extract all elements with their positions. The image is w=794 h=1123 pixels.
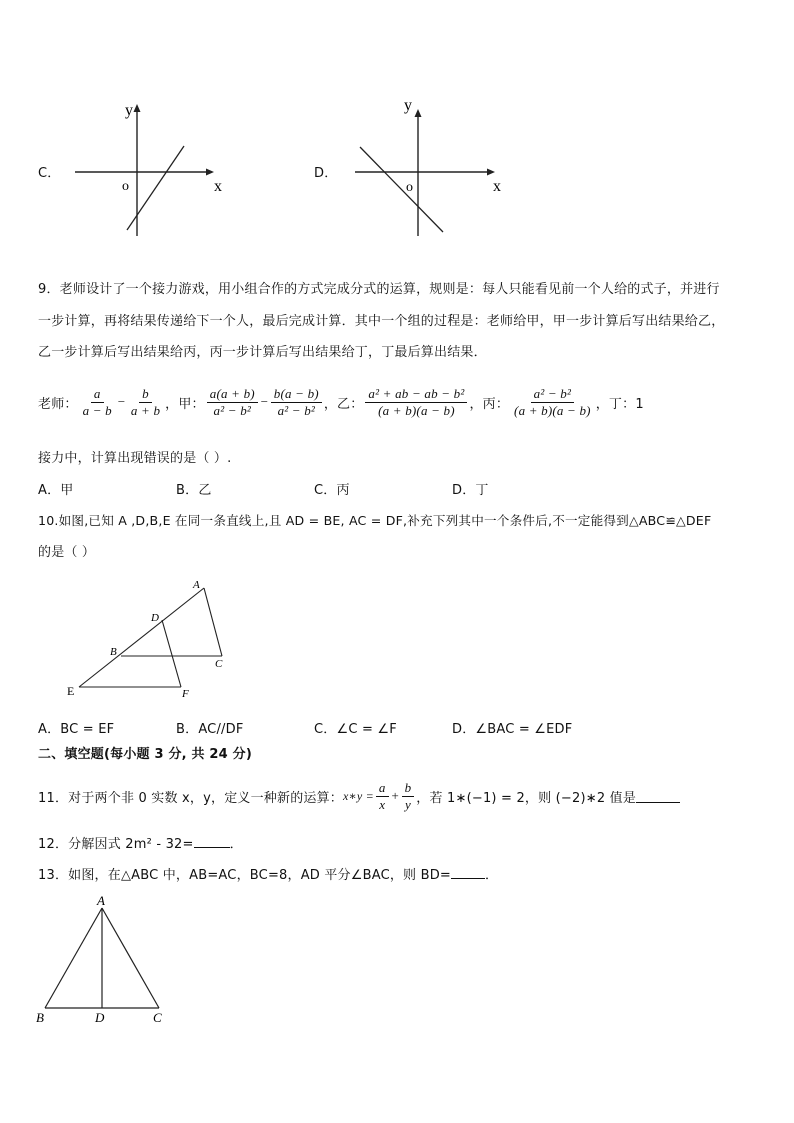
q12-answer-blank[interactable] <box>194 835 230 848</box>
line-a-c <box>204 588 222 656</box>
q10-option-a[interactable]: A．BC = EF <box>38 722 115 737</box>
q10-option-d[interactable]: D．∠BAC = ∠EDF <box>452 722 573 737</box>
point-c-label: C <box>153 1010 162 1025</box>
q11-condition: ，若 1∗(−1) = 2，则 (−2)∗2 值是 <box>416 790 637 806</box>
bing-label: ，丙： <box>469 396 510 412</box>
option-c-label: C． <box>38 166 61 181</box>
q11-prefix: 11．对于两个非 0 实数 x，y，定义一种新的运算： <box>38 790 343 806</box>
jia-label: ，甲： <box>165 396 205 412</box>
graph-d-origin-label: o <box>406 180 413 195</box>
graph-d-y-arrow <box>415 109 422 117</box>
section-heading-fill-in: 二、填空题(每小题 3 分, 共 24 分) <box>38 747 252 762</box>
q12-end: ． <box>229 837 243 852</box>
graph-d-x-arrow <box>487 169 495 176</box>
graph-c-y-label: y <box>125 102 133 119</box>
point-e-label: E <box>67 684 75 698</box>
jia-fraction-2 <box>271 387 322 418</box>
line-e-a <box>79 588 204 687</box>
graph-c-origin-label: o <box>122 179 129 194</box>
yi-fraction <box>365 387 467 418</box>
point-d-label: D <box>95 1010 105 1025</box>
fraction-numerator: b(a − b) <box>271 387 322 403</box>
teacher-fraction-1 <box>80 387 115 418</box>
q13-answer-blank[interactable] <box>451 866 485 879</box>
side-a-c <box>102 908 159 1008</box>
q10-option-c[interactable]: C．∠C = ∠F <box>314 722 397 737</box>
q9-line-2: 一步计算，再将结果传递给下一个人，最后完成计算．其中一个组的过程是：老师给甲，甲一步计算后写出结果给乙， <box>38 314 725 329</box>
bing-fraction <box>511 387 594 418</box>
q10-figure <box>0 570 794 710</box>
q9-line-1: 9．老师设计了一个接力游戏，用小组合作的方式完成分式的运算，规则是：每人只能看见前一个人给的式子，并进行 <box>38 282 720 297</box>
point-a-label: A <box>97 893 105 908</box>
fraction-numerator: a <box>91 387 104 403</box>
q10-line-1: 10.如图,已知 A ,D,B,E 在同一条直线上,且 AD = BE, AC = DF,补充下列其中一个条件后,不一定能得到△ABC≌△DEF <box>38 513 712 528</box>
teacher-fraction-2 <box>128 387 163 418</box>
q13-figure <box>0 890 794 1030</box>
q9-line-3: 乙一步计算后写出结果给丙，丙一步计算后写出结果给丁，丁最后算出结果． <box>38 345 487 360</box>
point-c-label: C <box>215 658 223 670</box>
q10-option-b[interactable]: B．AC//DF <box>176 722 244 737</box>
point-a-label: A <box>193 579 200 591</box>
graph-d <box>0 0 794 260</box>
fraction-numerator: a² + ab − ab − b² <box>365 387 467 403</box>
q11-fraction-b-y <box>402 781 415 812</box>
q9-option-d[interactable]: D．丁 <box>452 483 489 498</box>
fraction-denominator: y <box>404 796 411 812</box>
point-f-label: F <box>182 688 189 700</box>
q9-option-c[interactable]: C．丙 <box>314 483 350 498</box>
side-a-b <box>45 908 102 1008</box>
fraction-numerator: a² − b² <box>531 387 574 403</box>
graph-c-x-label: x <box>214 178 222 195</box>
q11-fraction-a-x <box>376 781 389 812</box>
q12-text: 12．分解因式 2m² - 32= <box>38 837 194 852</box>
point-b-label: B <box>36 1010 44 1025</box>
q9-question: 接力中，计算出现错误的是（ ）. <box>38 451 232 466</box>
point-d-label: D <box>151 612 159 624</box>
q13-end: ． <box>485 868 499 883</box>
point-b-label: B <box>110 646 117 658</box>
jia-fraction-1 <box>207 387 258 418</box>
minus-sign: − <box>116 394 126 409</box>
option-d-label: D． <box>314 166 338 181</box>
graph-d-x-label: x <box>493 178 501 195</box>
q11-answer-blank[interactable] <box>636 790 680 803</box>
fraction-denominator: x <box>379 796 386 812</box>
q12 <box>38 833 243 852</box>
yi-label: ，乙： <box>323 396 364 412</box>
fraction-numerator: a(a + b) <box>207 387 258 403</box>
graph-d-line <box>360 147 443 232</box>
fraction-numerator: b <box>139 387 152 403</box>
fraction-numerator: a <box>376 781 389 797</box>
q11 <box>38 776 680 816</box>
minus-sign: − <box>259 394 269 409</box>
ding-label: ，丁：1 <box>595 396 644 412</box>
fraction-denominator: a − b <box>82 402 112 418</box>
q9-option-a[interactable]: A．甲 <box>38 483 74 498</box>
fraction-denominator: (a + b)(a − b) <box>514 402 591 418</box>
teacher-label: 老师： <box>38 396 78 412</box>
plus-sign: + <box>390 788 400 803</box>
line-d-f <box>162 620 181 687</box>
q10-line-2: 的是（ ） <box>38 545 96 560</box>
fraction-denominator: a² − b² <box>277 402 316 418</box>
fraction-denominator: a² − b² <box>213 402 252 418</box>
fraction-numerator: b <box>402 781 415 797</box>
q13 <box>38 864 498 883</box>
q9-option-b[interactable]: B．乙 <box>176 483 212 498</box>
q13-text: 13．如图，在△ABC 中，AB=AC，BC=8，AD 平分∠BAC，则 BD= <box>38 868 452 883</box>
fraction-denominator: a + b <box>130 402 161 418</box>
graph-d-y-label: y <box>404 97 412 114</box>
fraction-denominator: (a + b)(a − b) <box>378 402 455 418</box>
q9-relay-expressions <box>38 380 644 424</box>
q11-operation: x∗y = <box>343 788 374 803</box>
